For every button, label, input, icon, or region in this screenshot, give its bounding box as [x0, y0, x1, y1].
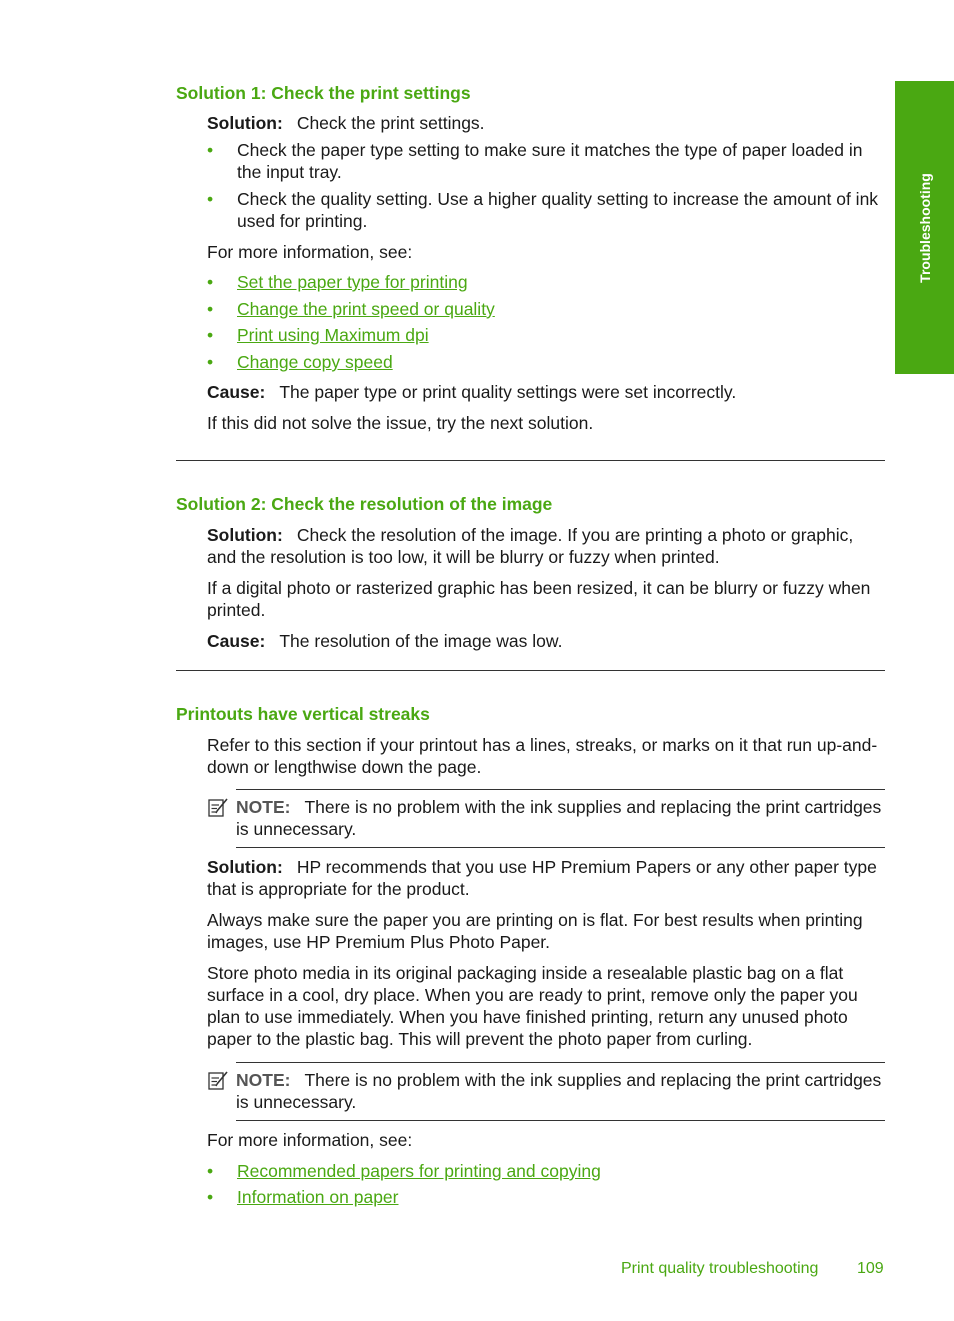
bullet-icon: • [207, 272, 214, 292]
cause-text: The resolution of the image was low. [279, 631, 563, 651]
list-item [207, 271, 885, 293]
link-maximum-dpi[interactable]: Print using Maximum dpi [237, 325, 429, 345]
list-item [207, 1160, 885, 1182]
solution-text: Check the resolution of the image. If you are printing a photo or graphic, and the resolution is too low, it will be blurry or fuzzy when printed. [207, 525, 854, 567]
note-rule-bottom [236, 1120, 885, 1121]
page-number: 109 [857, 1260, 884, 1277]
list-item [207, 351, 885, 373]
note-block [236, 796, 885, 840]
section-divider [176, 460, 885, 461]
section2-heading: Solution 2: Check the resolution of the image [176, 494, 553, 514]
bullet-icon: • [207, 189, 214, 209]
solution-label: Solution: [207, 525, 283, 545]
section3-heading: Printouts have vertical streaks [176, 704, 430, 724]
list-item [207, 188, 885, 232]
solution-text: Check the print settings. [296, 113, 485, 133]
note-block [236, 1069, 885, 1113]
bullet-icon: • [207, 299, 214, 319]
solution-label: Solution: [207, 857, 283, 877]
note-rule-top [236, 1062, 885, 1063]
link-change-copy-speed[interactable]: Change copy speed [237, 352, 393, 372]
cause-text: The paper type or print quality settings were set incorrectly. [279, 382, 737, 402]
bullet-icon: • [207, 140, 214, 160]
section-divider [176, 670, 885, 671]
link-recommended-papers[interactable]: Recommended papers for printing and copying [237, 1161, 601, 1181]
list-item [207, 298, 885, 320]
side-tab-troubleshooting [895, 81, 954, 374]
list-item [207, 324, 885, 346]
bullet-icon: • [207, 1187, 214, 1207]
section2-solution [207, 524, 885, 568]
list-item-text: Check the quality setting. Use a higher quality setting to increase the amount of ink used for printing. [237, 189, 879, 231]
section1-solution [207, 112, 885, 134]
note-rule-top [236, 789, 885, 790]
bullet-icon: • [207, 352, 214, 372]
link-change-print-speed[interactable]: Change the print speed or quality [237, 299, 495, 319]
section3-intro: Refer to this section if your printout has a lines, streaks, or marks on it that run up-and-down or lengthwise down the page. [207, 735, 878, 777]
bullet-icon: • [207, 325, 214, 345]
list-item [207, 139, 885, 183]
section2-cause [207, 630, 885, 652]
note-rule-bottom [236, 847, 885, 848]
section1-heading: Solution 1: Check the print settings [176, 83, 471, 103]
note-icon [207, 796, 229, 818]
note-text: There is no problem with the ink supplies and replacing the print cartridges is unnecessary. [236, 1070, 882, 1112]
list-item-text: Check the paper type setting to make sure it matches the type of paper loaded in the input tray. [237, 140, 863, 182]
section3-para2: Store photo media in its original packaging inside a resealable plastic bag on a flat surface in a cool, dry place. When you are ready to print, remove only the paper you plan to use immediately. When you have finished printing, return any unused photo paper to the plastic bag. This will prevent the photo paper from curling. [207, 963, 858, 1049]
footer-title: Print quality troubleshooting [621, 1260, 819, 1277]
bullet-icon: • [207, 1161, 214, 1181]
list-item [207, 1186, 885, 1208]
side-tab-label: Troubleshooting [916, 172, 933, 283]
note-icon [207, 1069, 229, 1091]
section2-para: If a digital photo or rasterized graphic has been resized, it can be blurry or fuzzy when printed. [207, 578, 871, 620]
section1-next: If this did not solve the issue, try the next solution. [207, 413, 594, 433]
solution-text: HP recommends that you use HP Premium Papers or any other paper type that is appropriate for the product. [207, 857, 877, 899]
section1-cause [207, 381, 885, 403]
note-label: NOTE: [236, 797, 291, 817]
note-text: There is no problem with the ink supplies and replacing the print cartridges is unnecessary. [236, 797, 882, 839]
solution-label: Solution: [207, 113, 283, 133]
section1-more-info: For more information, see: [207, 242, 413, 262]
note-label: NOTE: [236, 1070, 291, 1090]
section3-para1: Always make sure the paper you are printing on is flat. For best results when printing images, use HP Premium Plus Photo Paper. [207, 910, 863, 952]
cause-label: Cause: [207, 631, 266, 651]
section3-solution [207, 856, 885, 900]
cause-label: Cause: [207, 382, 266, 402]
section3-more-info: For more information, see: [207, 1130, 413, 1150]
link-set-paper-type[interactable]: Set the paper type for printing [237, 272, 468, 292]
link-information-on-paper[interactable]: Information on paper [237, 1187, 399, 1207]
